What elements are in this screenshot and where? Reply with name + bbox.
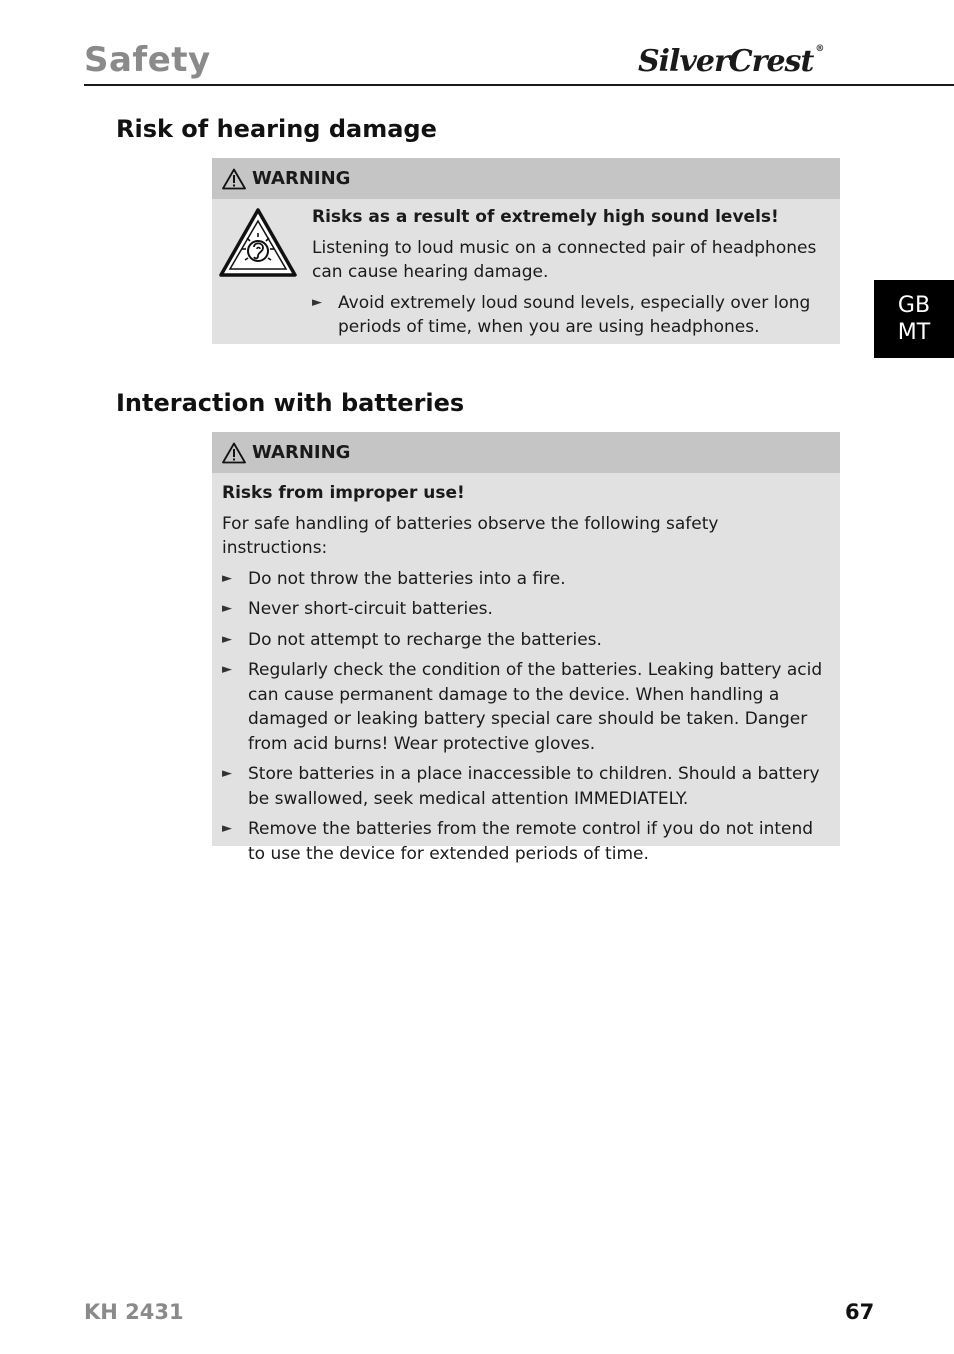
list-item [312, 291, 828, 340]
list-item-text: Regularly check the condition of the batteries. Leaking battery acid can cause permanent damage to the device. When handling a damaged or leaking battery special care should be taken. Danger from acid burns! Wear protective gloves. [248, 660, 823, 754]
list-item [222, 567, 828, 592]
list-item [222, 597, 828, 622]
header-rule [84, 84, 954, 86]
bullet-arrow-icon: ► [222, 601, 232, 616]
warning-box-batteries [212, 432, 840, 864]
list-item [222, 628, 828, 653]
warning-header [212, 432, 840, 473]
bullet-arrow-icon: ► [222, 662, 232, 677]
warning-label: WARNING [252, 168, 351, 189]
hearing-damage-icon [218, 207, 298, 279]
list-item [222, 762, 828, 811]
section-heading-batteries: Interaction with batteries [116, 389, 465, 417]
list-item-text: Do not attempt to recharge the batteries. [248, 629, 602, 650]
warning-body [212, 473, 840, 878]
warning-header [212, 158, 840, 199]
warning-title: Risks as a result of extremely high sound levels! [312, 207, 779, 227]
brand-logo [638, 44, 823, 79]
list-item-text: Never short-circuit batteries. [248, 599, 493, 619]
language-code-gb: GB [897, 293, 931, 318]
language-code-mt: MT [897, 320, 931, 345]
bullet-arrow-icon: ► [222, 821, 232, 836]
list-item-text: Store batteries in a place inaccessible to children. Should a battery be swallowed, seek medical attention IMMEDIATELY. [248, 764, 820, 809]
bullet-arrow-icon: ► [222, 570, 232, 586]
warning-paragraph: For safe handling of batteries observe the following safety instructions: [222, 513, 719, 558]
page-title: Safety [84, 40, 211, 80]
warning-label: WARNING [252, 442, 351, 463]
language-tab [874, 280, 954, 358]
list-item-text: Remove the batteries from the remote control if you do not intend to use the device for extended periods of time. [248, 819, 814, 864]
list-item [222, 658, 828, 756]
warning-triangle-icon [222, 168, 246, 190]
registered-mark: ® [815, 44, 824, 54]
footer-page-number: 67 [845, 1300, 875, 1324]
warning-triangle-icon [222, 442, 246, 464]
bullet-arrow-icon: ► [312, 294, 322, 310]
list-item-text: Avoid extremely loud sound levels, especially over long periods of time, when you are using headphones. [338, 292, 811, 337]
warning-box-hearing [212, 158, 840, 344]
warning-title: Risks from improper use! [222, 483, 465, 503]
list-item-text: Do not throw the batteries into a fire. [248, 568, 566, 589]
warning-paragraph: Listening to loud music on a connected pair of headphones can cause hearing damage. [312, 237, 817, 282]
warning-body [212, 199, 840, 352]
bullet-arrow-icon: ► [222, 631, 232, 647]
bullet-arrow-icon: ► [222, 766, 232, 781]
footer-model-number: KH 2431 [84, 1300, 184, 1324]
section-heading-hearing: Risk of hearing damage [116, 115, 437, 143]
list-item [222, 817, 828, 866]
brand-name: SilverCrest [638, 44, 814, 79]
